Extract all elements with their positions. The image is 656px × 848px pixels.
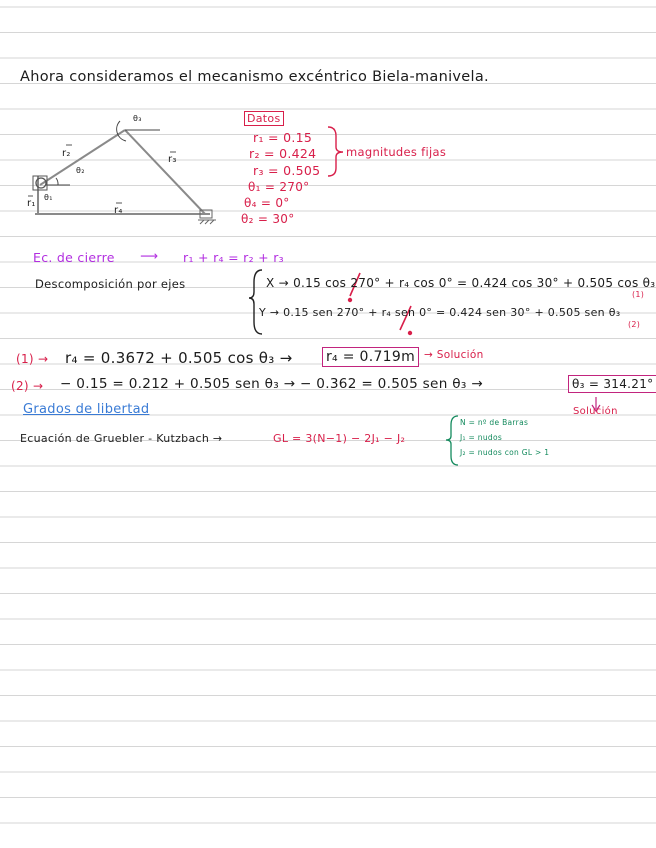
solution1-equation: r₄ = 0.3672 + 0.505 cos θ₃ →	[65, 349, 293, 367]
grados-libertad-link[interactable]: Grados de libertad	[23, 402, 150, 417]
gruebler-label: Ecuación de Gruebler - Kutzbach →	[20, 432, 223, 445]
gruebler-formula: GL = 3(N−1) − 2J₁ − J₂	[273, 432, 406, 445]
datos-item: θ₁ = 270°	[248, 180, 310, 194]
label-theta2: θ₂	[76, 166, 85, 175]
label-r1: r₁	[27, 198, 36, 209]
legend-item: J₂ = nudos con GL > 1	[460, 448, 550, 457]
datos-item: r₂ = 0.424	[249, 146, 317, 161]
solution2-equation: − 0.15 = 0.212 + 0.505 sen θ₃ → − 0.362 = 0.505 sen θ₃ →	[60, 376, 483, 392]
solution2-note: Solución	[573, 406, 618, 417]
datos-title: Datos	[244, 111, 284, 126]
x-equation-tag: (1)	[632, 290, 645, 299]
datos-item: θ₂ = 30°	[241, 212, 295, 226]
closure-arrow-icon: ⟶	[140, 248, 159, 263]
legend-item: N = nº de Barras	[460, 418, 529, 427]
solution1-prefix: (1) →	[16, 352, 49, 366]
y-equation: Y → 0.15 sen 270° + r₄ sen 0° = 0.424 sen 30° + 0.505 sen θ₃	[259, 306, 621, 319]
label-theta1: θ₁	[44, 193, 53, 202]
datos-bracket-label: magnitudes fijas	[346, 145, 447, 159]
intro-text: Ahora consideramos el mecanismo excéntrico Biela-manivela.	[20, 69, 489, 85]
label-r3: r₃	[168, 154, 177, 165]
closure-expression: r₁ + r₄ = r₂ + r₃	[183, 250, 284, 265]
label-r2: r₂	[62, 148, 71, 159]
ground-hatch-icon	[198, 210, 216, 224]
label-theta3: θ₃	[133, 114, 142, 123]
y-equation-tag: (2)	[628, 320, 641, 329]
solution1-note: → Solución	[424, 349, 484, 361]
label-r4: r₄	[114, 205, 123, 216]
decomposition-label: Descomposición por ejes	[35, 277, 186, 291]
solution2-result: θ₃ = 314.21°	[568, 375, 656, 393]
datos-item: r₃ = 0.505	[253, 163, 321, 178]
x-equation: X → 0.15 cos 270° + r₄ cos 0° = 0.424 cos 30° + 0.505 cos θ₃	[266, 276, 656, 290]
link-r2	[40, 130, 125, 185]
closure-label: Ec. de cierre	[33, 250, 115, 265]
link-r3	[125, 130, 205, 214]
datos-item: r₁ = 0.15	[253, 130, 313, 145]
decomposition-brace-icon	[249, 270, 262, 334]
solution2-prefix: (2) →	[11, 379, 44, 393]
datos-item: θ₄ = 0°	[244, 196, 290, 210]
legend-brace-icon	[446, 416, 458, 465]
legend-item: J₁ = nudos	[460, 433, 503, 442]
solution1-result: r₄ = 0.719m	[322, 347, 419, 367]
datos-bracket-icon	[328, 127, 343, 176]
